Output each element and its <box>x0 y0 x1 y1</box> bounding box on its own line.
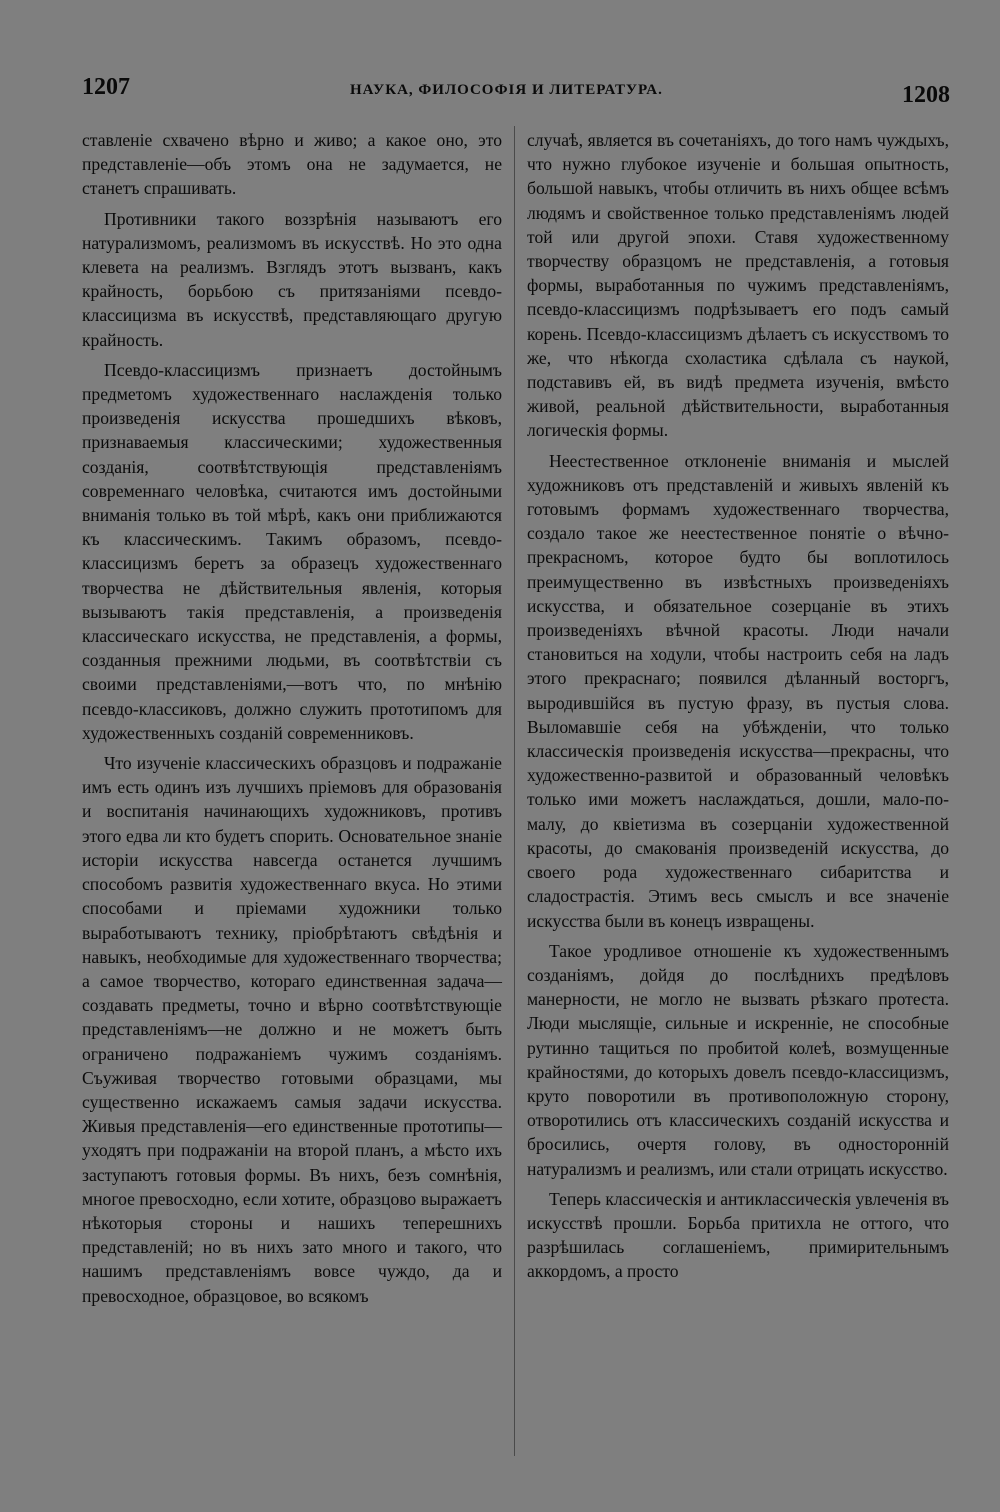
paragraph: Противники такого воззрѣнія называютъ его натурализмомъ, реализмомъ въ искусствѣ. Но это одна клевета на реализмъ. Взглядъ этотъ вызванъ, какъ крайность, борьбою съ притязаніями псевдо-классицизма въ искусствѣ, представляющаго другую крайность. <box>82 208 502 350</box>
paragraph: случаѣ, является въ сочетаніяхъ, до того намъ чуждыхъ, что нужно глубокое изученіе и большая опытность, большой навыкъ, чтобы отличить въ нихъ общее всѣмъ людямъ и свойственное только представленіямъ людей той или другой эпохи. Ставя художественному творчеству образцомъ не представленія, а готовыя формы, выработанныя по чужимъ представленіямъ, псевдо-классицизмъ подрѣзываетъ его подъ самый корень. Псевдо-классицизмъ дѣлаетъ съ искусствомъ то же, что нѣкогда схоластика сдѣлала съ наукой, подставивъ ей, въ видѣ предмета изученія, вмѣсто живой, реальной дѣйствительности, выработанныя логическія формы. <box>527 130 949 441</box>
page-number-right: 1208 <box>902 82 950 108</box>
paragraph: Неестественное отклоненіе вниманія и мыслей художниковъ отъ представленій и живыхъ явленій къ готовымъ формамъ художественнаго творчества, создало такое же неестественное понятіе о вѣчно-прекрасномъ, которое будто бы воплотилось преимущественно въ извѣстныхъ произведеніяхъ искусства, и обязательное созерцаніе въ этихъ произведеніяхъ вѣчной красоты. Люди начали становиться на ходули, чтобы настроить себя на ладъ этого прекраснаго; появился дѣланный восторгъ, выродившійся въ пустую фразу, въ пустыя слова. Выломавшіе себя на убѣжденіи, что только классическія произведенія искусства—прекрасны, что художественно-развитой и образованный человѣкъ только ими можетъ наслаждаться, дошли, мало-по-малу, до квіетизма въ созерцаніи художественной красоты, до смакованія произведеній искусства, до своего рода художественнаго сибаритства и сладострастія. Этимъ весь смыслъ и все значеніе искусства были въ конецъ извращены. <box>527 450 949 931</box>
column-divider <box>514 126 515 1456</box>
paragraph: Теперь классическія и антиклассическія увлеченія въ искусствѣ прошли. Борьба притихла не оттого, что разрѣшилась соглашеніемъ, примирительнымъ аккордомъ, а просто <box>527 1188 949 1282</box>
running-title: НАУКА, ФИЛОСОФІЯ И ЛИТЕРАТУРА. <box>350 82 663 98</box>
paragraph: Такое уродливое отношеніе къ художественнымъ созданіямъ, дойдя до послѣднихъ предѣловъ манерности, не могло не вызвать рѣзкаго протеста. Люди мыслящіе, сильные и искренніе, не способные рутинно тащиться по пробитой колеѣ, возмущенные крайностями, до которыхъ довелъ псевдо-классицизмъ, круто поворотили въ противоположную сторону, отворотились отъ классическихъ созданій искусства и бросились, очертя голову, въ односторонній натурализмъ и реализмъ, или стали отрицать искусство. <box>527 940 949 1179</box>
right-column <box>527 128 949 1290</box>
paragraph: Псевдо-классицизмъ признаетъ достойнымъ предметомъ художественнаго наслажденія только произведенія искусства прошедшихъ вѣковъ, признаваемыя классическими; художественныя созданія, соотвѣтствующія представленіямъ современнаго человѣка, считаются имъ достойными вниманія только въ той мѣрѣ, какъ они приближаются къ классическимъ. Такимъ образомъ, псевдо-классицизмъ беретъ за образецъ художественнаго творчества не дѣйствительныя явленія, которыя вызываютъ такія представленія, а произведенія классическаго искусства, не представленія, а формы, созданныя прежними людьми, въ соотвѣтствіи съ своими представленіями,—вотъ что, по мнѣнію псевдо-классиковъ, должно служить прототипомъ для художественныхъ созданій современниковъ. <box>82 359 502 743</box>
left-column <box>82 128 502 1314</box>
page-header <box>0 70 1000 110</box>
page-number-left: 1207 <box>82 74 130 100</box>
paragraph: ставленіе схвачено вѣрно и живо; а какое оно, это представленіе—объ этомъ она не задумается, не станетъ спрашивать. <box>82 130 502 199</box>
paragraph: Что изученіе классическихъ образцовъ и подражаніе имъ есть одинъ изъ лучшихъ пріемовъ для образованія и воспитанія начинающихъ художниковъ, противъ этого едва ли кто будетъ спорить. Основательное знаніе исторіи искусства навсегда останется лучшимъ способомъ развитія художественнаго вкуса. Но этими способами и пріемами художники только выработываютъ технику, пріобрѣтаютъ свѣдѣнія и навыкъ, необходимые для художественнаго творчества; а самое творчество, котораго единственная задача—создавать предметы, точно и вѣрно соотвѣтствующіе представленіямъ—не должно и не можетъ быть ограничено подражаніемъ чужимъ созданіямъ. Съуживая творчество готовыми образцами, мы существенно искажаемъ самыя задачи искусства. Живыя представленія—его единственные прототипы—уходятъ при подражаніи на второй планъ, а мѣсто ихъ заступаютъ готовыя формы. Въ нихъ, безъ сомнѣнія, многое превосходно, если хотите, образцово выражаетъ нѣкоторыя стороны и нашихъ теперешнихъ представленій; но въ нихъ зато много и такого, что нашимъ представленіямъ вовсе чуждо, да и превосходное, образцовое, во всякомъ <box>82 753 502 1306</box>
